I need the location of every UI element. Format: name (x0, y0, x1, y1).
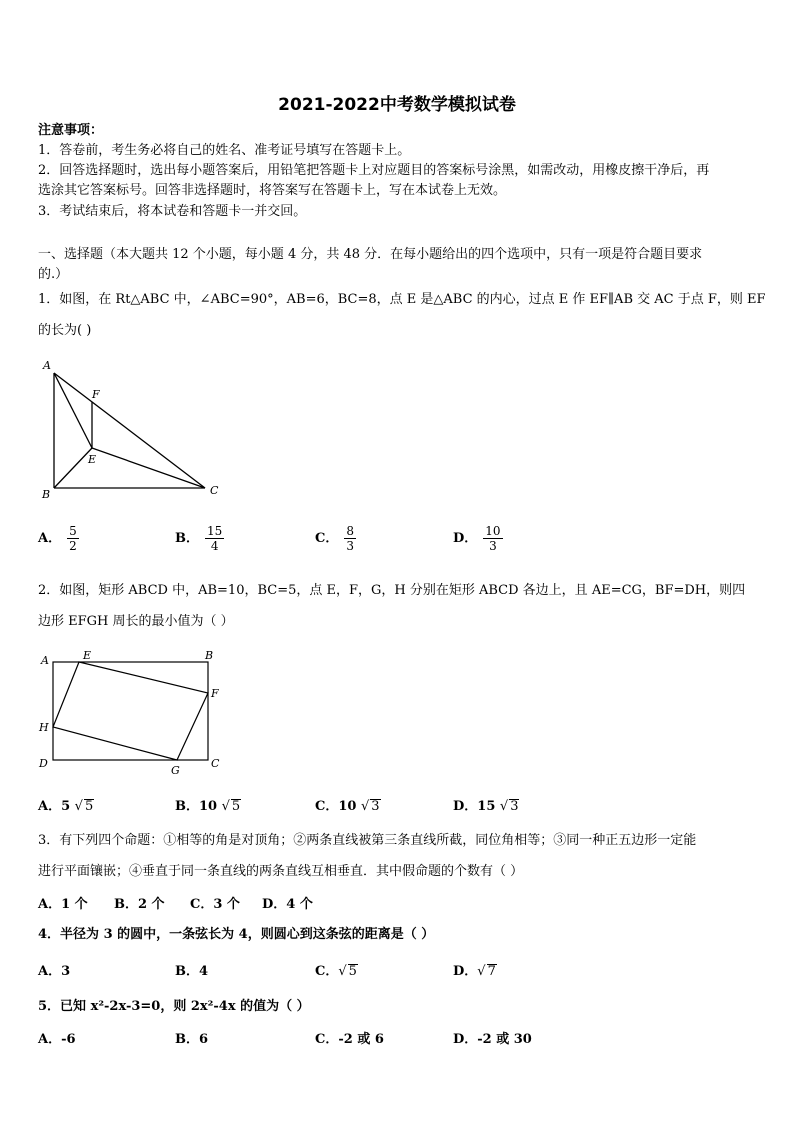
q2-text-line2: 边形 EFGH 周长的最小值为（ ） (38, 614, 234, 629)
q2-option-b[interactable]: B．10 √ 5 (175, 799, 241, 814)
q4-option-d[interactable]: D．√ 7 (453, 964, 496, 979)
q5-option-d[interactable]: D．-2 或 30 (453, 1032, 532, 1047)
q2-option-c[interactable]: C．10 √ 3 (315, 799, 380, 814)
q3-text-line1: 3．有下列四个命题：①相等的角是对顶角；②两条直线被第三条直线所截，同位角相等；③同一种正五边形一定能 (38, 833, 697, 848)
q1-label-b: B (42, 488, 51, 501)
q5-option-b[interactable]: B．6 (175, 1032, 209, 1047)
q1-label-a: A (43, 359, 51, 372)
notice-item-3: 3．考试结束后，将本试卷和答题卡一并交回。 (38, 204, 307, 219)
q2-option-d[interactable]: D．15 √ 3 (453, 799, 519, 814)
q1-text-line2: 的长为( ) (38, 323, 92, 338)
q3-option-a[interactable]: A．1 个 (38, 897, 88, 912)
q2-option-a[interactable]: A．5 √ 5 (38, 799, 94, 814)
q4-option-c[interactable]: C．√ 5 (315, 964, 357, 979)
notice-heading: 注意事项： (38, 123, 104, 138)
q1-label-f: F (92, 388, 100, 401)
q1-option-a[interactable]: A． $\frac{5}{2}$ (38, 524, 77, 553)
q1-option-c[interactable]: C． $\frac{8}{3}$ (315, 524, 354, 553)
q5-option-a[interactable]: A．-6 (38, 1032, 76, 1047)
q4-option-b[interactable]: B．4 (175, 964, 209, 979)
page-title: 2021-2022中考数学模拟试卷 (278, 95, 516, 115)
section-heading-line1: 一、选择题（本大题共 12 个小题，每小题 4 分，共 48 分．在每小题给出的四个选项中，只有一项是符合题目要求 (38, 247, 703, 262)
q3-text-line2: 进行平面镶嵌；④垂直于同一条直线的两条直线互相垂直．其中假命题的个数有（ ） (38, 864, 524, 879)
q1-option-d[interactable]: D． $\frac{10}{3}$ (453, 524, 501, 553)
q1-option-b[interactable]: B． $\frac{15}{4}$ (175, 524, 223, 553)
q1-label-c: C (210, 484, 219, 497)
q5-text: 5．已知 x²-2x-3=0，则 2x²-4x 的值为（ ） (38, 999, 310, 1014)
q3-option-d[interactable]: D．4 个 (262, 897, 313, 912)
q3-option-b[interactable]: B．2 个 (114, 897, 165, 912)
q2-label-f: F (211, 687, 219, 700)
q1-label-e: E (88, 453, 97, 466)
q2-label-e: E (83, 649, 92, 662)
q1-text-line1: 1．如图，在 Rt△ABC 中，∠ABC=90°，AB=6，BC=8，点 E 是△ABC 的内心，过点 E 作 EF∥AB 交 AC 于点 F，则 EF (38, 292, 766, 307)
section-heading-line2: 的.） (38, 267, 69, 282)
notice-item-1: 1．答卷前，考生务必将自己的姓名、准考证号填写在答题卡上。 (38, 143, 411, 158)
q4-text: 4．半径为 3 的圆中，一条弦长为 4，则圆心到这条弦的距离是（ ） (38, 927, 435, 942)
q5-option-c[interactable]: C．-2 或 6 (315, 1032, 384, 1047)
q2-rectangle-figure (36, 645, 226, 780)
q4-option-a[interactable]: A．3 (38, 964, 71, 979)
q2-label-g: G (171, 764, 180, 777)
q1-triangle-figure (36, 355, 226, 505)
q2-label-h: H (39, 721, 49, 734)
q2-label-c: C (211, 757, 220, 770)
q2-label-a: A (41, 654, 49, 667)
q3-option-c[interactable]: C．3 个 (190, 897, 240, 912)
q2-label-d: D (39, 757, 48, 770)
q2-text-line1: 2．如图，矩形 ABCD 中，AB=10，BC=5，点 E，F，G，H 分别在矩形 ABCD 各边上，且 AE=CG，BF=DH，则四 (38, 583, 746, 598)
notice-item-2-line2: 选涂其它答案标号。回答非选择题时，将答案写在答题卡上，写在本试卷上无效。 (38, 183, 507, 198)
notice-item-2-line1: 2．回答选择题时，选出每小题答案后，用铅笔把答题卡上对应题目的答案标号涂黑，如需改动，用橡皮擦干净后，再 (38, 163, 710, 178)
q2-label-b: B (205, 649, 214, 662)
